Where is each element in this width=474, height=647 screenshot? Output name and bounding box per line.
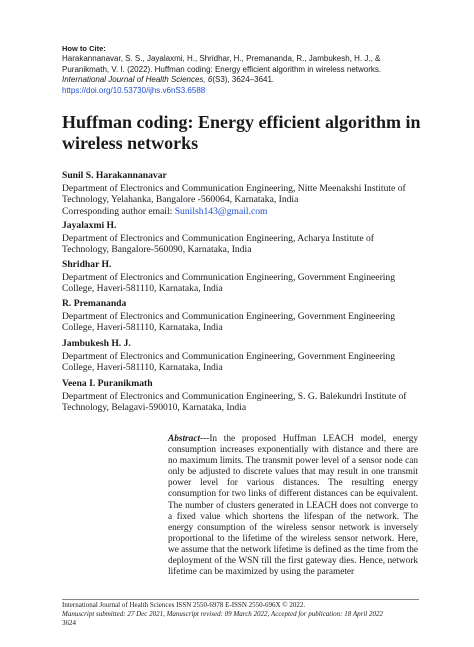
abstract xyxy=(168,434,418,578)
citation-text xyxy=(62,54,412,96)
author-name: Jambukesh H. J. xyxy=(62,338,131,349)
journal-issn-line: International Journal of Health Sciences ISSN 2550-6978 E-ISSN 2550-696X © 2022. xyxy=(62,601,306,609)
author-block xyxy=(62,170,422,217)
page-number: 3624 xyxy=(62,619,76,627)
abstract-text: In the proposed Huffman LEACH model, energy consumption increases exponentially with distance and there are no maximum limits. The transmit power level of a sensor node can only be adjusted to discrete values that may result in one transmit power level for various distances. The resulting energy consumption for two links of different distances can be equivalent. The number of clusters generated in LEACH does not converge to a fixed value which shortens the lifespan of the network. The energy consumption of the wireless sensor network is inversely proportional to the lifetime of the wireless sensor network. Here, we assume that the network lifetime is defined as the time from the deployment of the WSN till the first gateway dies. Hence, network lifetime can be maximized by using the parameter xyxy=(168,434,418,578)
citation-plain: Harakannanavar, S. S., Jayalaxmi, H., Shridhar, H., Premananda, R., Jambukesh, H. J., & Puranikmath, V. I. (2022). Huffman coding: Energy efficient algorithm in wireless networks. xyxy=(62,54,382,74)
paper-title: Huffman coding: Energy efficient algorithm in wireless networks xyxy=(62,112,421,153)
author-block xyxy=(62,298,422,334)
citation-journal: International Journal of Health Sciences, 6 xyxy=(62,75,213,84)
author-affiliation: Department of Electronics and Communication Engineering, Nitte Meenakshi Institute of Technology, Yelahanka, Bangalore -560064, Karnataka, India xyxy=(62,182,406,205)
author-name: R. Premananda xyxy=(62,298,127,309)
author-block xyxy=(62,378,422,414)
citation-issue: (S3), 3624–3641. xyxy=(212,75,275,84)
page-footer xyxy=(62,601,422,628)
manuscript-dates: Manuscript submitted: 27 Dec 2021, Manuscript revised: 09 March 2022, Accepted for publication: 18 April 2022 xyxy=(62,610,383,618)
author-affiliation: Department of Electronics and Communication Engineering, Acharya Institute of Technology, Bangalore-560090, Karnataka, India xyxy=(62,232,374,255)
author-affiliation: Department of Electronics and Communication Engineering, Government Engineering College, Haveri-581110, Karnataka, India xyxy=(62,310,396,333)
doi-link[interactable]: https://doi.org/10.53730/ijhs.v6nS3.6588 xyxy=(62,85,206,95)
author-name: Jayalaxmi H. xyxy=(62,220,117,231)
author-name: Veena I. Puranikmath xyxy=(62,378,153,389)
author-block xyxy=(62,259,422,295)
footer-divider xyxy=(62,599,419,600)
author-affiliation: Department of Electronics and Communication Engineering, Government Engineering College, Haveri-581110, Karnataka, India xyxy=(62,350,396,373)
author-affiliation: Department of Electronics and Communication Engineering, Government Engineering College, Haveri-581110, Karnataka, India xyxy=(62,271,396,294)
author-name: Shridhar H. xyxy=(62,259,112,270)
email-label: Corresponding author email: xyxy=(62,205,175,217)
how-to-cite-heading: How to Cite: xyxy=(62,44,106,53)
author-name: Sunil S. Harakannanavar xyxy=(62,170,167,181)
author-email-link[interactable]: Sunilsh143@gmail.com xyxy=(174,205,268,217)
abstract-label: Abstract--- xyxy=(168,434,210,444)
author-affiliation: Department of Electronics and Communication Engineering, S. G. Balekundri Institute of Technology, Belagavi-590010, Karnataka, India xyxy=(62,390,407,413)
author-block xyxy=(62,220,422,256)
author-block xyxy=(62,338,422,374)
